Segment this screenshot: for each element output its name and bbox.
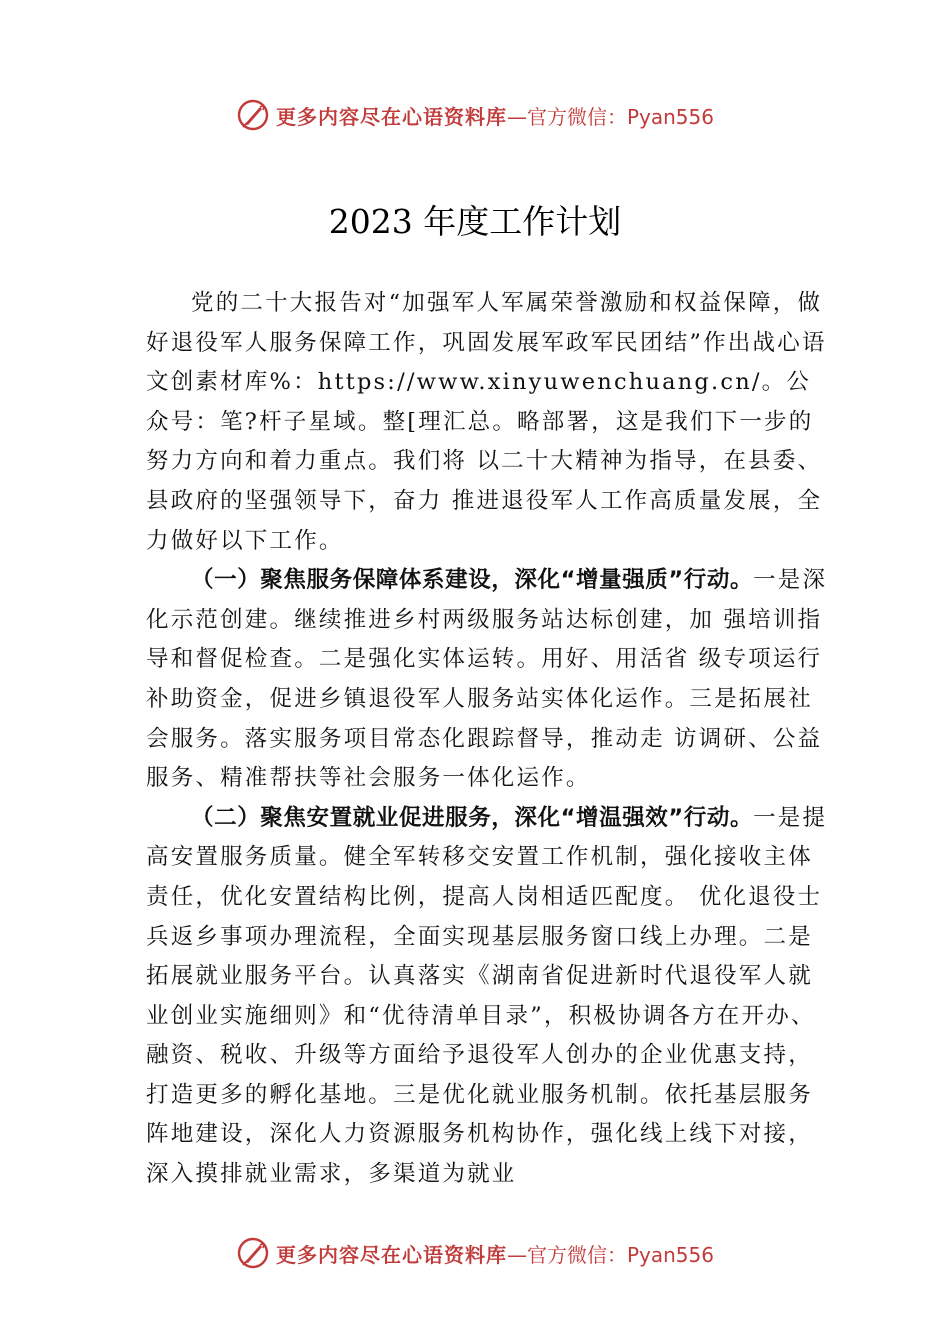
header-watermark-banner xyxy=(0,95,950,135)
section-1-heading: （一）聚焦服务保障体系建设，深化“增量强质”行动。 xyxy=(191,567,754,594)
document-title: 2023 年度工作计划 xyxy=(328,202,622,241)
banner-brand-text: 更多内容尽在心语资料库 xyxy=(275,104,507,129)
section-1-body: 一是深化示范创建。继续推进乡村两级服务站达标创建，加 强培训指导和督促检查。二是强化实体运转。用好、用活省 级专项运行补助资金，促进乡镇退役军人服务站实体化运作。三是拓展社会服务。落实服务项目常态化跟踪督导，推动走 访调研、公益服务、精准帮扶等社会服务一体化运作。 xyxy=(146,567,828,792)
banner-wechat-text: —官方微信：Pyan556 xyxy=(506,1242,714,1267)
section-1-paragraph xyxy=(146,561,830,799)
banner-wechat-text: —官方微信：Pyan556 xyxy=(506,104,714,129)
section-2-body: 一是提高安置服务质量。健全军转移交安置工作机制，强化接收主体责任，优化安置结构比例，提高人岗相适匹配度。 优化退役士兵返乡事项办理流程，全面实现基层服务窗口线上办理。二是拓展就业服务平台。认真落实《湖南省促进新时代退役军人就业创业实施细则》和“优待清单目录”，积极协调各方在开办、融资、税收、升级等方面给予退役军人创办的企业优惠支持，打造更多的孵化基地。三是优化就业服务机制。依托基层服务阵地建设，深化人力资源服务机构协作，强化线上线下对接，深入摸排就业需求，多渠道为就业 xyxy=(146,804,828,1188)
intro-paragraph: 党的二十大报告对“加强军人军属荣誉激励和权益保障，做好退役军人服务保障工作，巩固发展军政军民团结”作出战心语文创素材库%：https://www.xinyuwenchuang.cn/。公众号：笔?杆子星域。整[理汇总。略部署，这是我们下一步的努力方向和着力重点。我们将 以二十大精神为指导，在县委、县政府的坚强领导下，奋力 推进退役军人工作高质量发展，全力做好以下工作。 xyxy=(146,290,827,554)
section-2-heading: （二）聚焦安置就业促进服务，深化“增温强效”行动。 xyxy=(191,804,754,831)
section-2-paragraph xyxy=(146,799,830,1195)
quill-logo-icon xyxy=(236,1236,270,1270)
document-body xyxy=(146,284,830,1195)
banner-brand-text: 更多内容尽在心语资料库 xyxy=(275,1242,507,1267)
footer-watermark-banner xyxy=(0,1233,950,1273)
quill-logo-icon xyxy=(236,98,270,132)
